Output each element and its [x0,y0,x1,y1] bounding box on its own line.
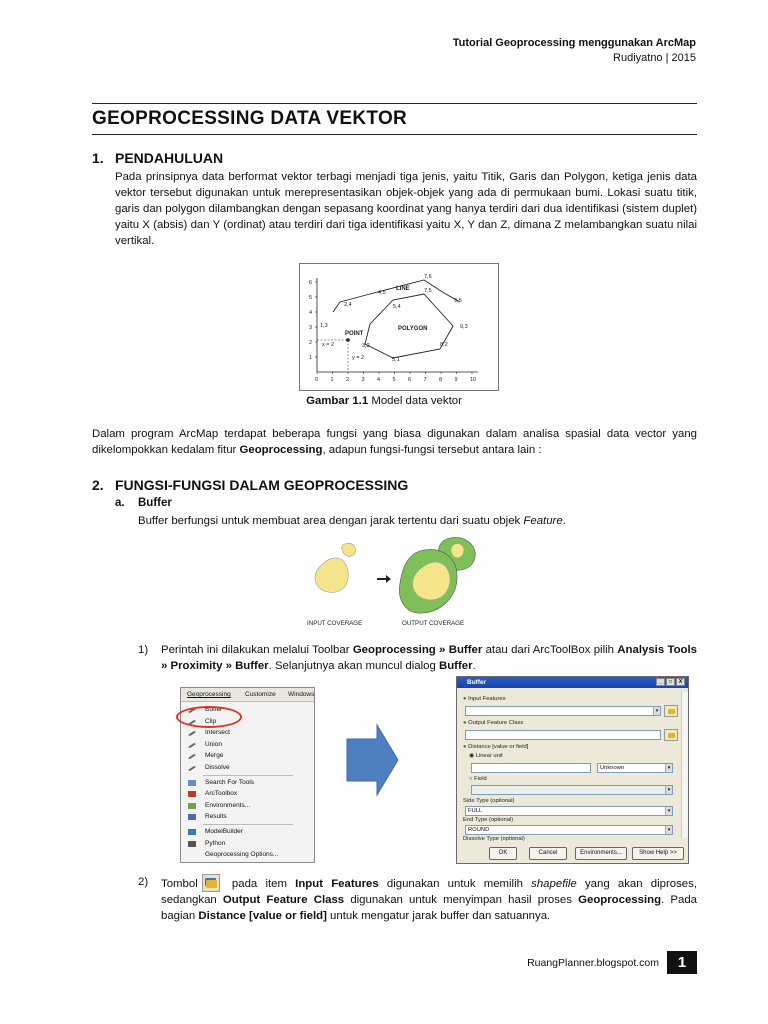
coord-label: 9,3 [460,324,468,330]
dialog-body [463,692,679,842]
page-title: GEOPROCESSING DATA VEKTOR [92,108,408,129]
section-1-heading [92,150,223,166]
x-tick-label: 1 [330,377,334,383]
input-features-field[interactable] [465,706,661,716]
label-polygon: POLYGON [398,326,428,332]
linear-unit-radio[interactable]: ◉ Linear unit [469,753,503,759]
section-2-number: 2. [92,477,104,493]
menu-item-label: Python [205,839,226,847]
hammer-icon [188,730,197,736]
section-2-title: FUNGSI-FUNGSI DALAM GEOPROCESSING [115,477,409,493]
intro-bold: Geoprocessing [239,444,323,456]
section-1-number: 1. [92,150,104,166]
x-tick-label: 9 [454,377,458,383]
step-2-t1: pada item [223,878,296,890]
buffer-desc-end: . [562,515,566,527]
caption-label: Gambar 1.1 [306,395,369,407]
chevron-down-icon[interactable]: ▾ [665,826,672,834]
dialog-scrollbar[interactable] [681,692,688,838]
label-point: POINT [345,331,364,337]
y-tick-label: 1 [309,355,313,361]
coord-label: 3,2 [362,343,370,349]
vector-model-figure [299,263,499,391]
intro-text-end: , adapun fungsi-fungsi tersebut antara lain : [322,444,542,456]
dialog-title-bar [457,677,688,688]
python-icon [188,841,197,847]
input-features-label: ● Input Features [463,696,506,702]
menu-item-dissolve[interactable] [183,762,293,774]
y-tick-label: 6 [309,280,313,286]
dissolve-type-label: Dissolve Type (optional) [463,836,525,842]
show-help-button[interactable]: Show Help >> [632,847,684,860]
field-select[interactable] [471,785,673,795]
section-2-heading [92,477,408,493]
step-1-b1: Geoprocessing » Buffer [352,644,483,656]
step-2-t6: untuk mengatur jarak buffer dan satuannya. [326,910,551,922]
input-features-text: Input Features [468,696,506,702]
coord-label: 4,5 [378,290,386,296]
output-class-text: Output Feature Class [468,720,524,726]
intro-paragraph [92,426,697,458]
menu-item-search-tools[interactable] [183,777,293,789]
side-type-label: Side Type (optional) [463,798,515,804]
hammer-icon [188,765,197,771]
buffer-description [138,513,698,529]
output-class-browse-button[interactable] [664,729,678,741]
footer-website: RuangPlanner.blogspot.com [527,957,659,969]
menu-item-label: Geoprocessing Options... [205,851,279,859]
menu-item-label: ModelBuilder [205,827,243,835]
unit-select[interactable] [597,763,673,773]
maximize-button[interactable]: □ [666,678,675,686]
distance-label: ● Distance [value or field] [463,744,529,750]
step-1-t3: . Selanjutnya akan muncul dialog [268,660,439,672]
menu-bar [181,688,314,702]
step-2-number: 2) [138,876,149,888]
vector-model-diagram [300,264,498,390]
side-type-value: FULL [468,808,483,814]
x-tick-label: 6 [408,377,412,383]
y-tick-label: 5 [309,295,313,301]
unit-value: Unknown [600,765,625,771]
x-tick-label: 5 [392,377,396,383]
caption-text: Model data vektor [368,395,462,407]
input-coverage-label: INPUT COVERAGE [307,620,363,627]
y-tick-label: 4 [309,310,313,316]
step-2-text [161,874,697,924]
x-tick-label: 7 [423,377,427,383]
x-tick-label: 2 [346,377,350,383]
menu-item-intersect[interactable] [183,727,293,739]
y-tick-label: 3 [309,325,313,331]
cancel-button[interactable]: Cancel [529,847,567,860]
section-1-title: PENDAHULUAN [115,150,224,166]
distance-value-field[interactable] [471,763,591,773]
page-number: 1 [667,951,697,974]
menu-item-merge[interactable] [183,750,293,762]
environments-button[interactable]: Environments... [575,847,627,860]
menu-separator [203,775,293,776]
coord-label: 1,3 [320,323,328,329]
step-2 [138,874,698,938]
x-tick-label: 3 [361,377,365,383]
y-tick-label: 2 [309,340,313,346]
coord-label: 5,1 [392,357,400,363]
toolbox-icon [188,791,197,797]
title-rule-bottom [92,134,697,135]
step-1-t4: . [472,660,476,672]
open-folder-icon [202,874,220,892]
section-1-body: Pada prinsipnya data berformat vektor terbagi menjadi tiga jenis, yaitu Titik, Garis dan Polygon, ketiga jenis data vektor tersebut digunakan untuk merepresentasikan objek-objek yang ada di permukaan bumi. Lokasi suatu titik, garis dan polygon dilambangkan dengan sepasang koordinat yang hanya terdiri dari dua identifikasi (sistem duplet) yaitu X (absis) dan Y (ordinat) atau terdiri dari tiga identifikasi yaitu X, Y dan Z, dimana Z melambangkan suatu nilai vertikal. [115,171,697,247]
menu-item-results[interactable] [183,811,293,823]
menu-customize[interactable]: Customize [245,691,276,698]
chevron-down-icon[interactable]: ▾ [665,807,672,815]
x-tick-label: 4 [377,377,381,383]
menu-windows[interactable]: Windows [288,691,315,698]
step-1-number: 1) [138,644,149,656]
hammer-icon [188,742,197,748]
chevron-down-icon[interactable]: ▾ [653,707,660,715]
step-1-b2: Analysis Tools » Proximity » Buffer [161,644,698,672]
search-window-icon [188,780,197,786]
coord-label: 5,4 [393,304,401,310]
step-2-b4: Distance [value or field] [198,910,327,922]
menu-item-label: Search For Tools [205,778,255,786]
side-type-select[interactable] [465,806,673,816]
step-2-word: Tombol [161,878,198,890]
buffer-highlight-circle [176,706,242,728]
step-1-t2: atau dari ArcToolBox pilih [482,644,618,656]
step-2-b3: Geoprocessing [578,894,662,906]
window-controls [656,678,685,686]
subsection-a-heading [115,497,172,509]
output-class-label: ● Output Feature Class [463,720,524,726]
menu-item-modelbuilder[interactable] [183,826,293,838]
step-2-b2: Output Feature Class [222,894,345,906]
label-y2: y = 2 [352,355,365,361]
menu-item-label: Buffer [205,706,223,713]
end-type-select[interactable] [465,825,673,835]
step-1-t1: Perintah ini dilakukan melalui Toolbar [161,644,353,656]
coord-label: 8,2 [440,342,448,348]
linear-unit-text: Linear unit [475,753,503,759]
menu-item-python[interactable] [183,838,293,850]
intro-text: Dalam program ArcMap terdapat beberapa fungsi yang biasa digunakan dalam analisa spasial data vector yang dikelompokkan kedalam fitur [92,428,697,456]
distance-text: Distance [value or field] [468,744,529,750]
coord-label: 7,6 [424,274,432,280]
menu-item-arctoolbox[interactable] [183,788,293,800]
buffer-illustration [305,535,485,630]
subsection-a-letter: a. [115,497,125,509]
minimize-button[interactable]: _ [656,678,665,686]
coord-label: 9,5 [454,298,462,304]
step-2-t5: . Pada bagian [161,894,697,922]
doc-header-author: Rudiyatno | 2015 [613,52,696,64]
label-x2: x = 2 [322,342,335,348]
buffer-diagram [305,535,485,630]
chevron-down-icon[interactable]: ▾ [665,786,672,794]
step-2-t4: digunakan untuk menyimpan hasil proses [344,894,579,906]
right-arrow-icon [345,725,400,795]
menu-item-label: Dissolve [205,763,230,771]
menu-separator [203,824,293,825]
menu-geoprocessing[interactable]: Geoprocessing [187,691,231,698]
chevron-down-icon[interactable]: ▾ [665,764,672,772]
step-2-t3: yang akan diproses, sedangkan [161,878,697,906]
coord-label: 7,5 [424,288,432,294]
menu-item-environments[interactable] [183,800,293,812]
menu-item-label: Union [205,740,222,748]
menu-item-label: Environments... [205,801,251,809]
buffer-desc-italic: Feature [523,515,563,527]
end-type-value: ROUND [468,827,490,833]
ok-button[interactable]: OK [489,847,517,860]
x-tick-label: 8 [439,377,443,383]
field-radio[interactable]: ○ Field [469,776,487,782]
coord-label: 2,4 [344,302,352,308]
menu-item-union[interactable] [183,739,293,751]
hammer-icon [188,753,197,759]
step-2-t2: digunakan untuk memilih [378,878,532,890]
menu-item-label: Clip [205,717,217,725]
buffer-dialog-screenshot [456,676,689,864]
step-2-b1: Input Features [295,878,379,890]
x-tick-label: 0 [315,377,319,383]
step-1-b3: Buffer [438,660,473,672]
menu-item-label: Results [205,813,227,821]
step-1 [138,642,698,674]
title-rule-top [92,103,697,104]
x-tick-label: 10 [470,377,477,383]
field-text: Field [474,776,487,782]
output-class-field[interactable] [465,730,661,740]
doc-header-title: Tutorial Geoprocessing menggunakan ArcMap [452,37,696,49]
modelbuilder-icon [188,829,197,835]
step-1-text [161,642,697,674]
label-line: LINE [396,286,410,292]
menu-item-label: ArcToolbox [205,790,238,798]
input-features-browse-button[interactable] [664,705,678,717]
results-icon [188,814,197,820]
environments-icon [188,803,197,809]
step-2-i1: shapefile [531,878,577,890]
figure-1-caption [0,395,768,407]
menu-item-gp-options[interactable] [183,849,293,861]
dialog-title: Buffer [467,679,487,686]
close-button[interactable]: X [676,678,685,686]
end-type-label: End Type (optional) [463,817,514,823]
subsection-a-title: Buffer [138,497,172,509]
output-coverage-label: OUTPUT COVERAGE [402,620,465,627]
menu-item-label: Merge [205,752,224,760]
buffer-desc-text: Buffer berfungsi untuk membuat area dengan jarak tertentu dari suatu objek [138,515,524,527]
menu-item-label: Intersect [205,729,230,737]
